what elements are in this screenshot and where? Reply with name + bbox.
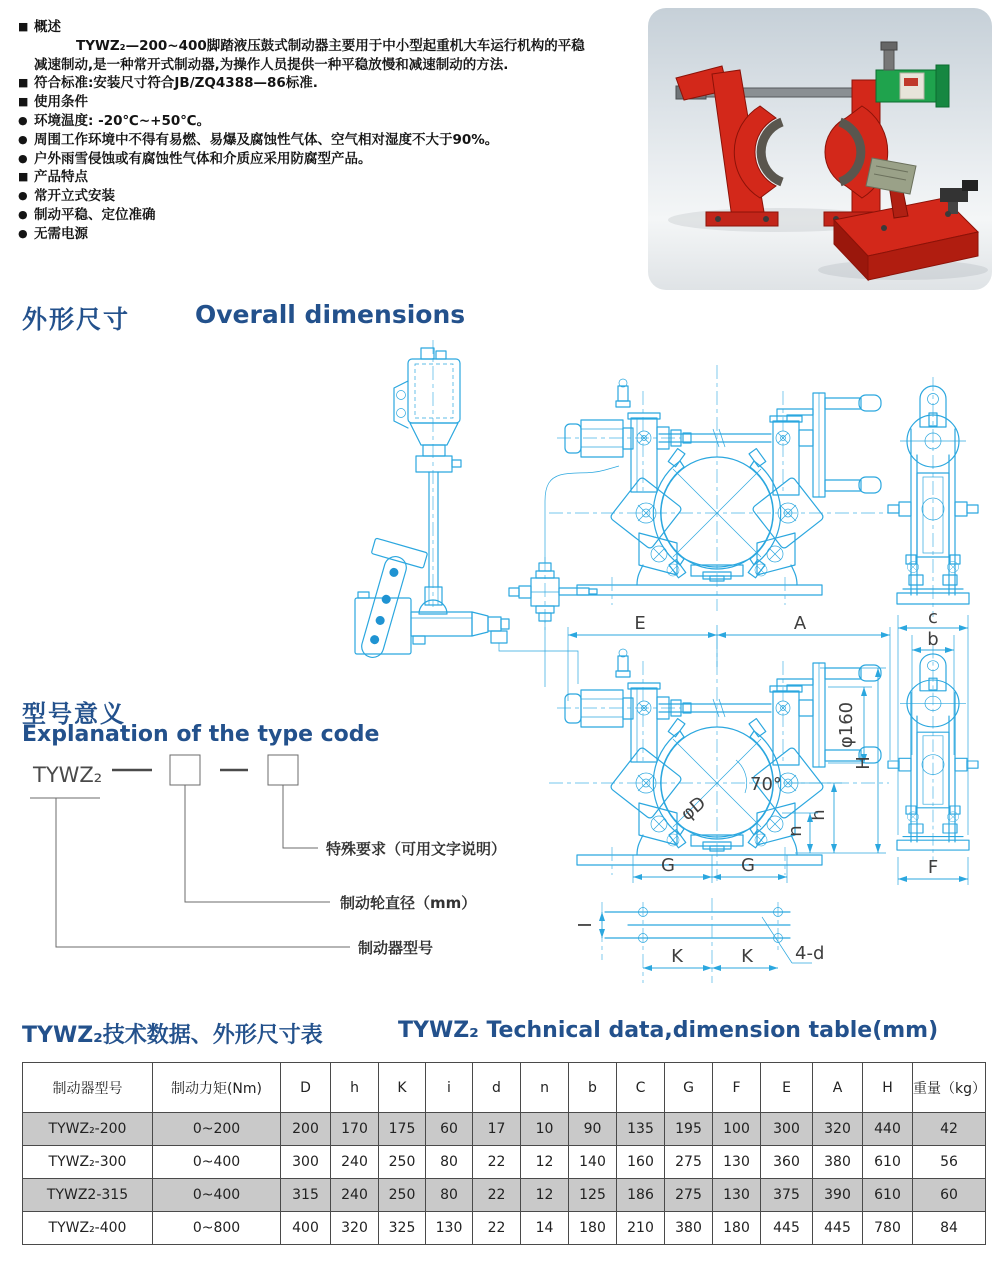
table-cell: TYWZ₂-400 (23, 1212, 153, 1245)
table-cell: 180 (569, 1212, 617, 1245)
bullet-item (18, 150, 648, 169)
table-header-cell: 制动力矩(Nm) (153, 1063, 281, 1113)
type-code-prefix: TYWZ₂ (33, 763, 103, 787)
side-view-top (888, 377, 978, 617)
brake-photo-illustration (648, 8, 992, 290)
table-cell: TYWZ2-315 (23, 1179, 153, 1212)
table-cell: 610 (863, 1146, 913, 1179)
dim-label-K2: K (741, 946, 753, 967)
overall-dimensions-heading-zh: 外形尺寸 (22, 305, 131, 334)
table-cell: 12 (521, 1179, 569, 1212)
table-cell: 125 (569, 1179, 617, 1212)
dimension-phi160-H-h-n (677, 668, 886, 853)
table-header-cell: A (813, 1063, 863, 1113)
table-header-cell: C (617, 1063, 665, 1113)
table-cell: 610 (863, 1179, 913, 1212)
table-header-cell: G (665, 1063, 713, 1113)
foot-pedal-master-cylinder-drawing (344, 538, 578, 684)
table-cell: 22 (473, 1179, 521, 1212)
table-header-cell: F (713, 1063, 761, 1113)
type-code-label-wheel-diameter: 制动轮直径（mm） (340, 894, 477, 912)
table-cell: 0~800 (153, 1212, 281, 1245)
bullet-item (18, 74, 648, 93)
dim-label-phiD: φD (676, 792, 711, 826)
dim-label-n: n (785, 825, 806, 837)
table-cell: 275 (665, 1179, 713, 1212)
table-cell: 186 (617, 1179, 665, 1212)
table-cell: 0~400 (153, 1146, 281, 1179)
table-cell: TYWZ₂-200 (23, 1113, 153, 1146)
table-cell: 440 (863, 1113, 913, 1146)
table-cell: 0~200 (153, 1113, 281, 1146)
table-cell: 300 (761, 1113, 813, 1146)
table-cell: 12 (521, 1146, 569, 1179)
type-code-heading-en: Explanation of the type code (22, 722, 380, 747)
overall-dimensions-heading-en: Overall dimensions (195, 300, 466, 329)
bullet-marker: ● (18, 113, 28, 127)
type-code-heading-zh: 型号意义 (22, 700, 126, 728)
bullet-marker (60, 37, 76, 56)
table-cell: 445 (761, 1212, 813, 1245)
bullet-text: 户外雨雪侵蚀或有腐蚀性气体和介质应采用防腐型产品。 (34, 150, 372, 167)
table-cell: 22 (473, 1212, 521, 1245)
bullet-item (18, 131, 648, 150)
bullet-item (18, 18, 648, 37)
table-cell: 200 (281, 1113, 331, 1146)
table-cell: 780 (863, 1212, 913, 1245)
bullet-marker: ● (18, 189, 28, 203)
type-code-box-diameter (170, 755, 200, 785)
side-view-bottom (888, 646, 978, 862)
overview-bullet-list (18, 18, 648, 244)
table-cell: 42 (913, 1113, 986, 1146)
bullet-item (18, 56, 648, 75)
bullet-text: TYWZ₂—200~400脚踏液压鼓式制动器主要用于中小型起重机大车运行机构的平稳 (76, 37, 585, 54)
table-cell: 135 (617, 1113, 665, 1146)
table-cell: 445 (813, 1212, 863, 1245)
table-row (23, 1113, 986, 1146)
table-header-cell: 重量（kg） (913, 1063, 986, 1113)
dim-label-G1: G (661, 855, 675, 876)
table-cell: 56 (913, 1146, 986, 1179)
table-header-cell: i (426, 1063, 473, 1113)
table-cell: 60 (913, 1179, 986, 1212)
bullet-marker: ● (18, 151, 28, 165)
table-cell: 130 (426, 1212, 473, 1245)
table-cell: 22 (473, 1146, 521, 1179)
table-header-cell: d (473, 1063, 521, 1113)
table-cell: 320 (331, 1212, 379, 1245)
bullet-item (18, 206, 648, 225)
type-code-label-special: 特殊要求（可用文字说明） (326, 840, 507, 858)
distribution-valve-drawing (509, 466, 619, 687)
dimension-G (633, 855, 787, 883)
bullet-item (18, 225, 648, 244)
dim-label-phi160: φ160 (836, 701, 857, 749)
table-header-cell: E (761, 1063, 813, 1113)
table-cell: 80 (426, 1179, 473, 1212)
table-cell: 130 (713, 1179, 761, 1212)
table-cell: 175 (379, 1113, 426, 1146)
table-cell: 14 (521, 1212, 569, 1245)
bullet-item (18, 93, 648, 112)
table-cell: 84 (913, 1212, 986, 1245)
bullet-item (18, 168, 648, 187)
table-cell: 240 (331, 1146, 379, 1179)
angle-label-70: 70° (750, 774, 782, 795)
table-cell: 210 (617, 1212, 665, 1245)
table-cell: 300 (281, 1146, 331, 1179)
bullet-marker: ● (18, 207, 28, 221)
table-cell: 130 (713, 1146, 761, 1179)
spec-table (22, 1062, 986, 1245)
table-header-cell: H (863, 1063, 913, 1113)
table-cell: 90 (569, 1113, 617, 1146)
table-cell: 320 (813, 1113, 863, 1146)
dim-label-I: I (575, 922, 596, 928)
bullet-marker: ■ (18, 76, 29, 90)
dimension-F (898, 857, 968, 885)
table-row (23, 1212, 986, 1245)
bullet-item (18, 112, 648, 131)
table-cell: 360 (761, 1146, 813, 1179)
bullet-marker: ● (18, 226, 28, 240)
dim-label-E: E (634, 613, 646, 634)
table-row (23, 1146, 986, 1179)
table-cell: 160 (617, 1146, 665, 1179)
table-row (23, 1179, 986, 1212)
bullet-text: 减速制动,是一种常开式制动器,为操作人员提供一种平稳放慢和减速制动的方法. (34, 56, 509, 73)
table-cell: 400 (281, 1212, 331, 1245)
table-cell: 80 (426, 1146, 473, 1179)
table-header-cell: h (331, 1063, 379, 1113)
type-code-label-model: 制动器型号 (358, 939, 434, 957)
bullet-text: 产品特点 (34, 169, 88, 186)
bullet-text: 制动平稳、定位准确 (34, 206, 156, 223)
product-photo (648, 8, 992, 290)
table-cell: 17 (473, 1113, 521, 1146)
table-cell: 100 (713, 1113, 761, 1146)
bullet-marker: ■ (18, 95, 29, 109)
bullet-item (18, 187, 648, 206)
table-cell: 390 (813, 1179, 863, 1212)
table-header-cell: n (521, 1063, 569, 1113)
table-cell: 10 (521, 1113, 569, 1146)
table-title-zh: TYWZ₂技术数据、外形尺寸表 (22, 1023, 323, 1048)
dim-label-b: b (927, 629, 939, 650)
table-cell: 60 (426, 1113, 473, 1146)
table-cell: 275 (665, 1146, 713, 1179)
dim-label-F: F (927, 857, 939, 878)
table-header-cell: 制动器型号 (23, 1063, 153, 1113)
bullet-marker: ■ (18, 20, 29, 33)
table-cell: 180 (713, 1212, 761, 1245)
table-cell: 250 (379, 1179, 426, 1212)
table-cell: TYWZ₂-300 (23, 1146, 153, 1179)
table-cell: 195 (665, 1113, 713, 1146)
table-cell: 375 (761, 1179, 813, 1212)
bullet-item (18, 37, 648, 56)
bullet-marker: ● (18, 132, 28, 146)
table-cell: 325 (379, 1212, 426, 1245)
bullet-text: 符合标准:安装尺寸符合JB/ZQ4388—86标准. (34, 75, 318, 92)
dim-label-H: H (853, 756, 874, 770)
table-header-row (23, 1063, 986, 1113)
dim-label-K1: K (671, 946, 683, 967)
table-cell: 0~400 (153, 1179, 281, 1212)
type-code-diagram (0, 740, 640, 990)
table-header-cell: b (569, 1063, 617, 1113)
bullet-text: 使用条件 (34, 94, 88, 111)
holes-label-4d: 4-d (795, 943, 825, 964)
bullet-text: 概述 (34, 19, 61, 35)
bullet-text: 环境温度: -20℃~+50℃。 (34, 112, 211, 129)
table-cell: 380 (665, 1212, 713, 1245)
table-title-en: TYWZ₂ Technical data,dimension table(mm) (398, 1018, 939, 1043)
table-header-cell: K (379, 1063, 426, 1113)
dim-label-h: h (808, 809, 829, 821)
bullet-text: 周围工作环境中不得有易燃、易爆及腐蚀性气体、空气相对湿度不大于90%。 (34, 131, 499, 148)
bullet-text: 无需电源 (34, 225, 88, 242)
table-cell: 240 (331, 1179, 379, 1212)
oil-reservoir-drawing (394, 340, 461, 614)
dim-label-c: c (928, 607, 938, 628)
table-cell: 250 (379, 1146, 426, 1179)
front-view-top (549, 365, 889, 611)
bullet-marker (18, 56, 34, 75)
dim-label-G2: G (741, 855, 755, 876)
bullet-text: 常开立式安装 (34, 188, 115, 205)
table-header-cell: D (281, 1063, 331, 1113)
dim-label-A: A (793, 613, 807, 634)
bullet-marker: ■ (18, 170, 29, 184)
brake-assembly (676, 42, 949, 226)
table-cell: 380 (813, 1146, 863, 1179)
table-cell: 140 (569, 1146, 617, 1179)
type-code-box-special (268, 755, 298, 785)
table-cell: 170 (331, 1113, 379, 1146)
table-cell: 315 (281, 1179, 331, 1212)
